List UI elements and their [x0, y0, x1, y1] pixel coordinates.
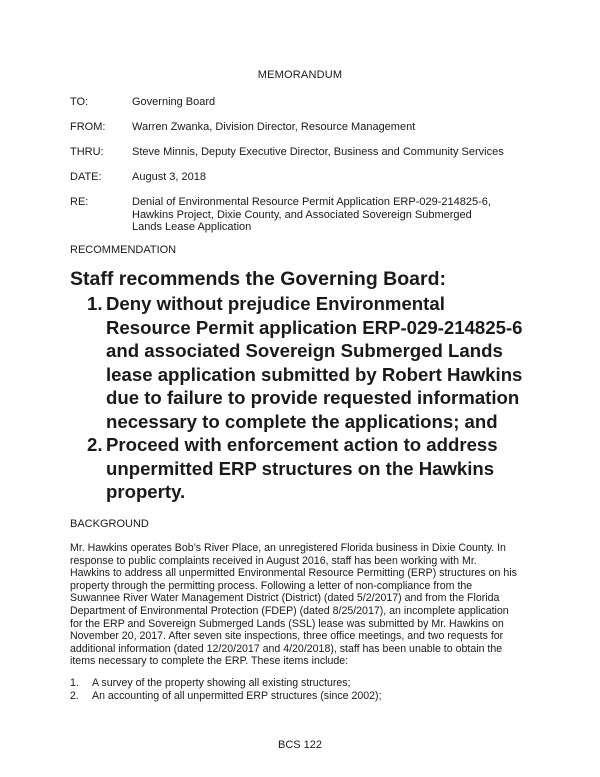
item-line: Proceed with enforcement action to address [106, 434, 498, 455]
recommendation-lead: Staff recommends the Governing Board: [70, 268, 446, 290]
re-line: Hawkins Project, Dixie County, and Associated Sovereign Submerged [132, 208, 472, 221]
paragraph-line: items necessary to complete the ERP. These items include: [70, 655, 349, 668]
header-label: RE: [70, 196, 89, 208]
paragraph-line: response to public complaints received in August 2016, staff has been working with Mr. [70, 554, 477, 567]
background-list [70, 677, 535, 703]
paragraph-line: additional information (dated 12/20/2017 and 4/20/2018), staff has been unable to obtain the [70, 642, 503, 655]
item-line: lease application submitted by Robert Hawkins [106, 363, 523, 385]
item-number: 2. [70, 689, 79, 702]
paragraph-line: Hawkins to address all unpermitted Environmental Resource Permitting (ERP) structures on his [70, 567, 517, 580]
item-line: Deny without prejudice Environmental [106, 293, 445, 314]
background-item [70, 677, 535, 690]
header-label: FROM: [70, 121, 106, 133]
recommendation-list [87, 292, 567, 504]
header-label: DATE: [70, 171, 102, 183]
item-line: unpermitted ERP structures on the Hawkins [106, 457, 495, 479]
page-footer: BCS 122 [277, 739, 323, 751]
header-label: TO: [70, 96, 89, 108]
memo-title: MEMORANDUM [257, 69, 343, 81]
item-line: property. [106, 481, 186, 502]
paragraph-line: property through the permitting process. Following a letter of non-compliance from the [70, 579, 473, 592]
item-line: Resource Permit application ERP-029-214825-6 [106, 316, 523, 338]
re-line: Denial of Environmental Resource Permit Application ERP-029-214825-6, [132, 196, 491, 208]
paragraph-line: for the ERP and Sovereign Submerged Lands (SSL) lease was submitted by Mr. Hawkins on [70, 617, 504, 630]
header-value: Steve Minnis, Deputy Executive Director, Business and Community Services [132, 146, 504, 158]
paragraph-line: Suwannee River Water Management District (District) (dated 5/2/2017) and from the Florida [70, 592, 500, 605]
paragraph-line: Mr. Hawkins operates Bob’s River Place, an unregistered Florida business in Dixie County. In [70, 542, 506, 554]
header-label: THRU: [70, 146, 104, 158]
header-value: Governing Board [132, 96, 216, 108]
item-number: 1. [87, 293, 103, 314]
item-line: necessary to complete the applications; and [106, 410, 498, 432]
background-paragraph [70, 542, 535, 668]
background-item [70, 690, 535, 703]
item-text: A survey of the property showing all existing structures; [92, 677, 351, 689]
item-number: 1. [70, 677, 79, 689]
re-line: Lands Lease Application [132, 221, 252, 234]
item-number: 2. [87, 434, 103, 455]
header-value: August 3, 2018 [132, 171, 207, 183]
item-text: An accounting of all unpermitted ERP structures (since 2002); [92, 689, 382, 702]
item-line: due to failure to provide requested information [106, 387, 520, 408]
item-line: and associated Sovereign Submerged Lands [106, 340, 503, 361]
header-value [132, 196, 552, 234]
background-heading: BACKGROUND [70, 518, 149, 530]
header-value: Warren Zwanka, Division Director, Resource Management [132, 121, 416, 133]
recommendation-item [87, 433, 567, 504]
paragraph-line: Department of Environmental Protection (FDEP) (dated 8/25/2017), an incomplete application [70, 604, 509, 617]
recommendation-item [87, 292, 567, 433]
paragraph-line: November 20, 2017. After seven site inspections, three office meetings, and two requests for [70, 630, 504, 643]
recommendation-heading: RECOMMENDATION [70, 244, 177, 256]
